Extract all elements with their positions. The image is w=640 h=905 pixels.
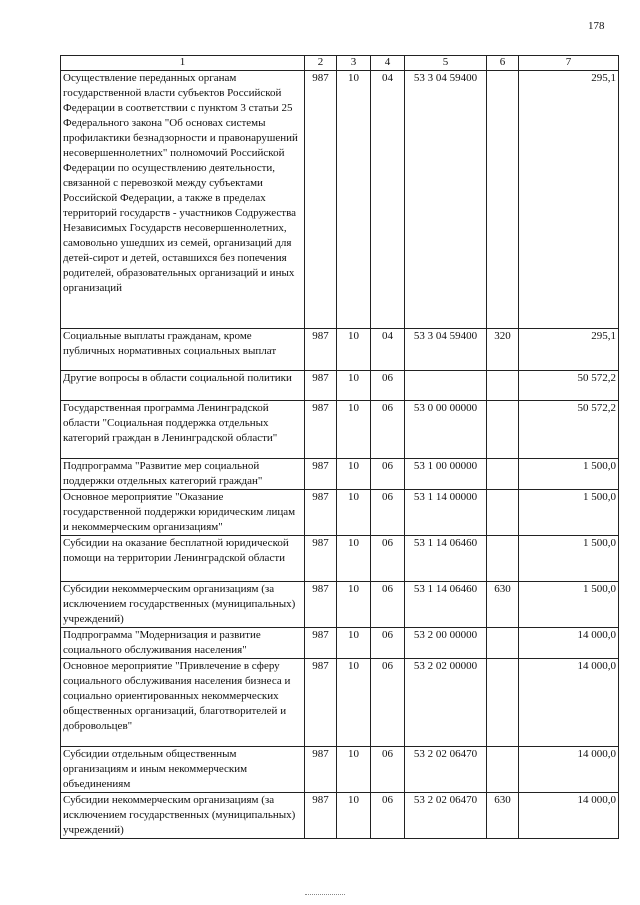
row-csr: 53 2 02 00000 xyxy=(405,659,487,747)
row-name: Субсидии некоммерческим организациям (за исключением государственных (муниципальных) учреждений) xyxy=(61,582,305,628)
row-csr: 53 2 02 06470 xyxy=(405,793,487,839)
row-pr: 06 xyxy=(371,459,405,490)
row-vr xyxy=(487,490,519,536)
row-sum: 50 572,2 xyxy=(519,371,619,401)
row-name: Государственная программа Ленинградской области "Социальная поддержка отдельных категорий граждан в Ленинградской области" xyxy=(61,401,305,459)
row-vr: 320 xyxy=(487,329,519,371)
row-ved: 987 xyxy=(305,490,337,536)
row-sum: 1 500,0 xyxy=(519,536,619,582)
row-sum: 14 000,0 xyxy=(519,628,619,659)
row-ved: 987 xyxy=(305,659,337,747)
table-row xyxy=(61,536,619,582)
row-rz: 10 xyxy=(337,628,371,659)
row-name: Осуществление переданных органам государственной власти субъектов Российской Федерации в соответствии с пунктом 3 статьи 25 Федерального закона "Об основах системы профилактики безнадзорности и правонарушений несовершеннолетних" полномочий Российской Федерации по осуществлению деятельности, связанной с перевозкой между субъектами Российской Федерации, а также в пределах территорий государств - участников Содружества Независимых Государств несовершеннолетних, самовольно ушедших из семей, организаций для детей-сирот и детей, оставшихся без попечения родителей, образовательных организаций и иных организаций xyxy=(61,71,305,329)
row-name: Другие вопросы в области социальной политики xyxy=(61,371,305,401)
row-vr xyxy=(487,459,519,490)
row-name: Социальные выплаты гражданам, кроме публичных нормативных социальных выплат xyxy=(61,329,305,371)
row-pr: 04 xyxy=(371,71,405,329)
row-csr: 53 1 14 06460 xyxy=(405,582,487,628)
row-name: Субсидии некоммерческим организациям (за исключением государственных (муниципальных) учреждений) xyxy=(61,793,305,839)
row-name: Подпрограмма "Модернизация и развитие социального обслуживания населения" xyxy=(61,628,305,659)
row-pr: 06 xyxy=(371,490,405,536)
footer-divider xyxy=(305,894,345,895)
row-csr: 53 2 02 06470 xyxy=(405,747,487,793)
row-csr: 53 1 14 06460 xyxy=(405,536,487,582)
row-sum: 14 000,0 xyxy=(519,793,619,839)
row-ved: 987 xyxy=(305,71,337,329)
row-pr: 06 xyxy=(371,536,405,582)
row-rz: 10 xyxy=(337,490,371,536)
row-sum: 295,1 xyxy=(519,329,619,371)
row-sum: 50 572,2 xyxy=(519,401,619,459)
row-rz: 10 xyxy=(337,582,371,628)
row-sum: 1 500,0 xyxy=(519,490,619,536)
row-vr xyxy=(487,659,519,747)
row-ved: 987 xyxy=(305,371,337,401)
row-csr xyxy=(405,371,487,401)
row-name: Субсидии отдельным общественным организациям и иным некоммерческим объединениям xyxy=(61,747,305,793)
row-ved: 987 xyxy=(305,793,337,839)
header-cell: 5 xyxy=(405,56,487,71)
table-row xyxy=(61,371,619,401)
row-csr: 53 3 04 59400 xyxy=(405,329,487,371)
table-row xyxy=(61,659,619,747)
row-ved: 987 xyxy=(305,401,337,459)
row-pr: 06 xyxy=(371,628,405,659)
header-cell: 4 xyxy=(371,56,405,71)
row-rz: 10 xyxy=(337,401,371,459)
row-vr xyxy=(487,371,519,401)
row-pr: 04 xyxy=(371,329,405,371)
header-cell: 2 xyxy=(305,56,337,71)
table-row xyxy=(61,490,619,536)
table-row xyxy=(61,582,619,628)
row-rz: 10 xyxy=(337,459,371,490)
row-vr: 630 xyxy=(487,582,519,628)
row-name: Подпрограмма "Развитие мер социальной поддержки отдельных категорий граждан" xyxy=(61,459,305,490)
row-rz: 10 xyxy=(337,747,371,793)
row-ved: 987 xyxy=(305,329,337,371)
row-ved: 987 xyxy=(305,628,337,659)
row-vr xyxy=(487,401,519,459)
row-pr: 06 xyxy=(371,659,405,747)
row-sum: 14 000,0 xyxy=(519,659,619,747)
table-row xyxy=(61,793,619,839)
row-name: Субсидии на оказание бесплатной юридической помощи на территории Ленинградской области xyxy=(61,536,305,582)
row-rz: 10 xyxy=(337,329,371,371)
row-sum: 14 000,0 xyxy=(519,747,619,793)
page-number: 178 xyxy=(588,20,605,32)
row-csr: 53 1 00 00000 xyxy=(405,459,487,490)
row-ved: 987 xyxy=(305,459,337,490)
row-rz: 10 xyxy=(337,659,371,747)
table-row xyxy=(61,747,619,793)
row-vr xyxy=(487,747,519,793)
row-pr: 06 xyxy=(371,793,405,839)
header-cell: 6 xyxy=(487,56,519,71)
row-rz: 10 xyxy=(337,536,371,582)
table-row xyxy=(61,71,619,329)
row-pr: 06 xyxy=(371,747,405,793)
row-rz: 10 xyxy=(337,71,371,329)
table-row xyxy=(61,329,619,371)
row-sum: 295,1 xyxy=(519,71,619,329)
header-cell: 1 xyxy=(61,56,305,71)
budget-table xyxy=(60,55,619,839)
row-name: Основное мероприятие "Привлечение в сферу социального обслуживания населения бизнеса и социально ориентированных некоммерческих общественных организаций, благотворителей и добровольцев" xyxy=(61,659,305,747)
row-rz: 10 xyxy=(337,371,371,401)
header-cell: 7 xyxy=(519,56,619,71)
table-row xyxy=(61,459,619,490)
row-csr: 53 3 04 59400 xyxy=(405,71,487,329)
row-vr xyxy=(487,536,519,582)
row-ved: 987 xyxy=(305,747,337,793)
header-cell: 3 xyxy=(337,56,371,71)
row-pr: 06 xyxy=(371,401,405,459)
row-pr: 06 xyxy=(371,582,405,628)
row-vr xyxy=(487,71,519,329)
row-csr: 53 1 14 00000 xyxy=(405,490,487,536)
table-row xyxy=(61,401,619,459)
row-name: Основное мероприятие "Оказание государственной поддержки юридическим лицам и некоммерческим организациям" xyxy=(61,490,305,536)
table-row xyxy=(61,628,619,659)
row-sum: 1 500,0 xyxy=(519,582,619,628)
row-vr xyxy=(487,628,519,659)
row-csr: 53 2 00 00000 xyxy=(405,628,487,659)
row-sum: 1 500,0 xyxy=(519,459,619,490)
row-csr: 53 0 00 00000 xyxy=(405,401,487,459)
row-pr: 06 xyxy=(371,371,405,401)
row-ved: 987 xyxy=(305,536,337,582)
header-row xyxy=(61,56,619,71)
row-vr: 630 xyxy=(487,793,519,839)
row-rz: 10 xyxy=(337,793,371,839)
row-ved: 987 xyxy=(305,582,337,628)
